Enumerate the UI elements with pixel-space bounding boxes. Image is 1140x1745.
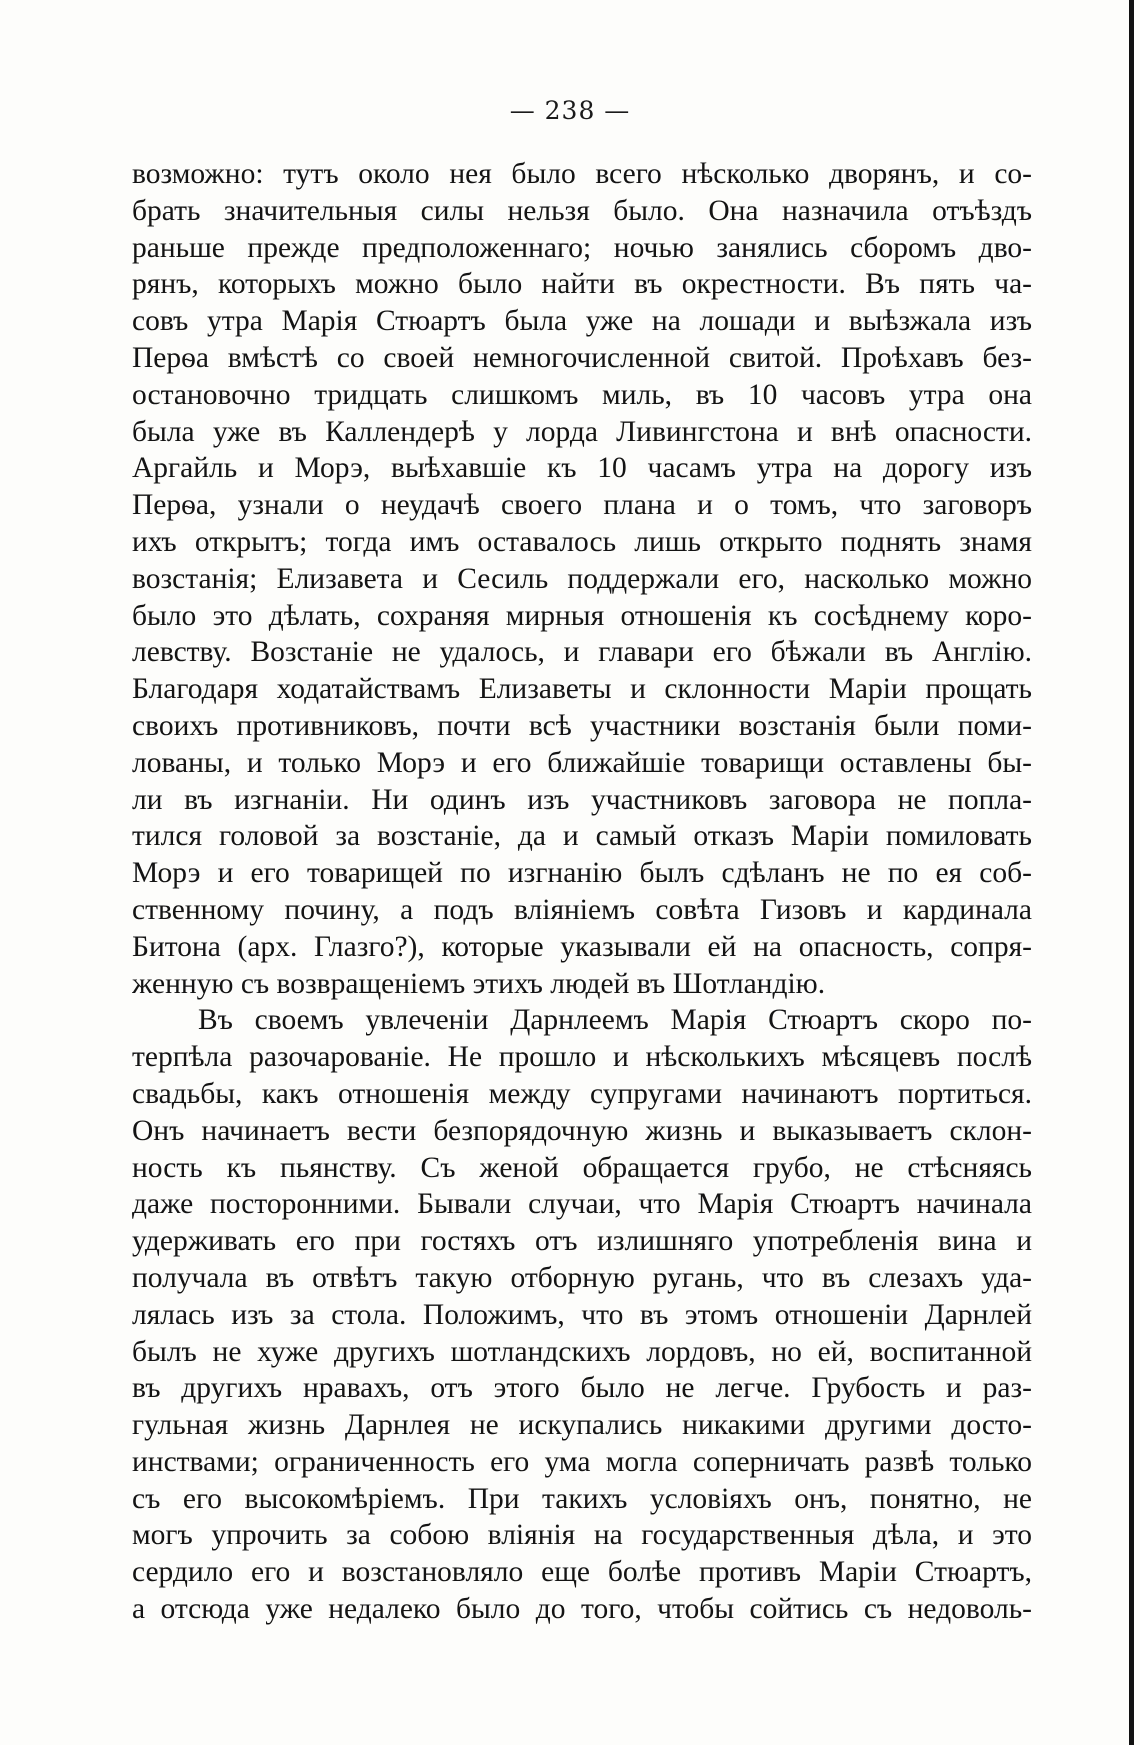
text-line: левству. Возстаніе не удалось, и главари его бѣжали въ Англію. [132, 636, 1032, 669]
body-text [132, 156, 1032, 1628]
text-line: Морэ и его товарищей по изгнанію былъ сдѣланъ не по ея соб- [132, 857, 1032, 890]
text-line: возможно: тутъ около нея было всего нѣсколько дворянъ, и со- [132, 158, 1032, 190]
text-line: была уже въ Каллендерѣ у лорда Ливингстона и внѣ опасности. [132, 415, 1032, 448]
text-line: даже посторонними. Бывали случаи, что Марія Стюартъ начинала [132, 1188, 1032, 1221]
text-line: инствами; ограниченность его ума могла соперничать развѣ только [132, 1445, 1032, 1478]
paragraph-start-line: Въ своемъ увлеченіи Дарнлеемъ Марія Стюартъ скоро по- [198, 1004, 1032, 1037]
text-line: лялась изъ за стола. Положимъ, что въ этомъ отношеніи Дарнлей [132, 1298, 1032, 1331]
text-line: лованы, и только Морэ и его ближайшіе товарищи оставлены бы- [132, 746, 1032, 779]
text-line: Онъ начинаетъ вести безпорядочную жизнь и выказываетъ склон- [132, 1114, 1032, 1147]
text-line: Перѳа вмѣстѣ со своей немногочисленной свитой. Проѣхавъ без- [132, 341, 1032, 374]
text-line: ли въ изгнаніи. Ни одинъ изъ участниковъ заговора не попла- [132, 783, 1032, 816]
text-line: остановочно тридцать слишкомъ миль, въ 10 часовъ утра она [132, 378, 1032, 411]
text-line: брать значительныя силы нельзя было. Она назначила отъѣздъ [132, 194, 1032, 227]
text-line: Битона (арх. Глазго?), которые указывали ей на опасность, сопря- [132, 930, 1032, 963]
text-line: терпѣла разочарованіе. Не прошло и нѣсколькихъ мѣсяцевъ послѣ [132, 1041, 1032, 1074]
text-line: совъ утра Марія Стюартъ была уже на лошади и выѣзжала изъ [132, 305, 1032, 338]
text-line: свадьбы, какъ отношенія между супругами начинаютъ портиться. [132, 1077, 1032, 1110]
text-line: раньше прежде предположеннаго; ночью занялись сборомъ дво- [132, 231, 1032, 264]
text-line: былъ не хуже другихъ шотландскихъ лордовъ, но ей, воспитанной [132, 1335, 1032, 1368]
text-line: своихъ противниковъ, почти всѣ участники возстанія были поми- [132, 709, 1032, 742]
text-line: въ другихъ нравахъ, отъ этого было не легче. Грубость и раз- [132, 1372, 1032, 1405]
text-line: тился головой за возстаніе, да и самый отказъ Маріи помиловать [132, 820, 1032, 853]
text-line: сердило его и возстановляло еще болѣе противъ Маріи Стюартъ, [132, 1556, 1032, 1589]
text-line: ность къ пьянству. Съ женой обращается грубо, не стѣсняясь [132, 1151, 1032, 1184]
text-line: гульная жизнь Дарнлея не искупались никакими другими досто- [132, 1409, 1032, 1442]
page-edge-shadow [1129, 0, 1134, 1745]
text-line: Перѳа, узнали о неудачѣ своего плана и о томъ, что заговоръ [132, 489, 1032, 522]
text-line: получала въ отвѣтъ такую отборную ругань, что въ слезахъ уда- [132, 1261, 1032, 1294]
text-line: рянъ, которыхъ можно было найти въ окрестности. Въ пять ча- [132, 268, 1032, 301]
text-line: Аргайль и Морэ, выѣхавшіе къ 10 часамъ утра на дорогу изъ [132, 452, 1032, 485]
text-line: возстанія; Елизавета и Сесиль поддержали его, насколько можно [132, 562, 1032, 595]
text-line: было это дѣлать, сохраняя мирныя отношенія къ сосѣднему коро- [132, 599, 1032, 632]
text-line: Благодаря ходатайствамъ Елизаветы и склонности Маріи прощать [132, 673, 1032, 706]
text-line: съ его высокомѣріемъ. При такихъ условіяхъ онъ, понятно, не [132, 1482, 1032, 1515]
text-line: ственному почину, а подъ вліяніемъ совѣта Гизовъ и кардинала [132, 893, 1032, 926]
text-line: могъ упрочить за собою вліянія на государственныя дѣла, и это [132, 1519, 1032, 1552]
text-line: а отсюда уже недалеко было до того, чтобы сойтись съ недоволь- [132, 1593, 1032, 1626]
page-number: — 238 — [509, 96, 631, 125]
text-line: удерживать его при гостяхъ отъ излишняго употребленія вина и [132, 1225, 1032, 1258]
paragraph-end-line: женную съ возвращеніемъ этихъ людей въ Шотландію. [132, 967, 826, 1000]
text-line: ихъ открытъ; тогда имъ оставалось лишь открыто поднять знамя [132, 525, 1032, 558]
